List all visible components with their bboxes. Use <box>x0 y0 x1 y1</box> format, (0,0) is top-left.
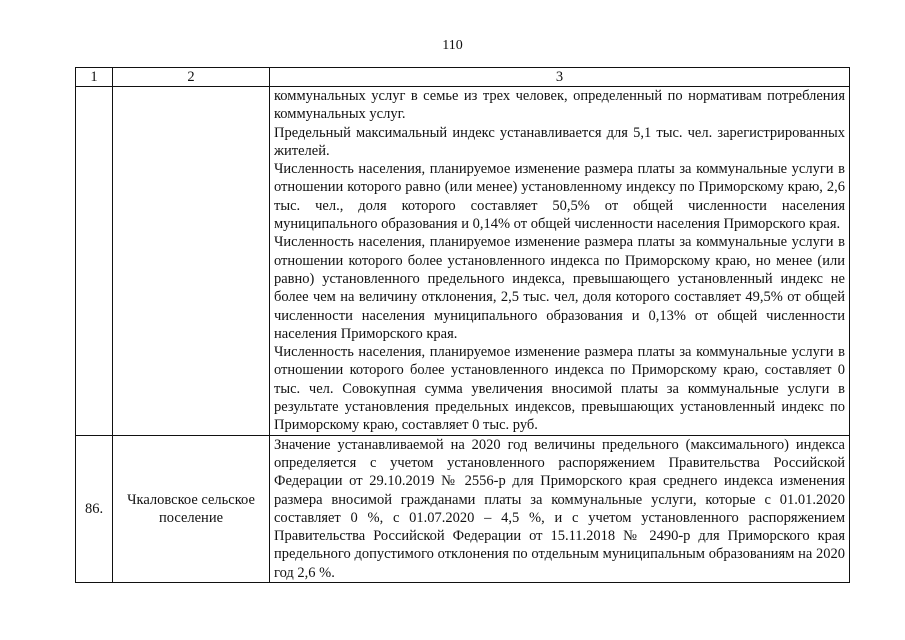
row-number: 86. <box>76 435 113 582</box>
column-header-3: 3 <box>270 68 850 87</box>
paragraph: коммунальных услуг в семье из трех человек, определенный по нормативам потребления коммунальных услуг. <box>274 88 845 123</box>
row-text <box>270 87 850 436</box>
row-text <box>270 435 850 582</box>
table-header-row <box>76 68 850 87</box>
table-row <box>76 87 850 436</box>
paragraph: Численность населения, планируемое изменение размера платы за коммунальные услуги в отношении которого более установленного индекса по Приморскому краю, но менее (или равно) установленного предельного индекса, превышающего установленный индекс не более чем на величину отклонения, 2,5 тыс. чел, доля которого составляет 49,5% от общей численности населения муниципального образования и 0,13% от общей численности населения Приморского края. <box>274 234 845 342</box>
settlement-name: Чкаловское сельское поселение <box>113 435 270 582</box>
paragraph: Значение устанавливаемой на 2020 год величины предельного (максимального) индекса определяется с учетом установленного распоряжением Правительства Российской Федерации от 29.10.2019 № 2556-р для Приморского края среднего индекса изменения размера вносимой гражданами платы за коммунальные услуги, которые с 01.01.2020 составляет 0 %, с 01.07.2020 – 4,5 %, и с учетом установленного распоряжением Правительства Российской Федерации от 15.11.2018 № 2490-р для Приморского края предельного допустимого отклонения по отдельным муниципальным образованиям на 2020 год 2,6 %. <box>274 436 845 581</box>
column-header-1: 1 <box>76 68 113 87</box>
paragraph: Численность населения, планируемое изменение размера платы за коммунальные услуги в отношении которого равно (или менее) установленному индексу по Приморскому краю, 2,6 тыс. чел., доля которого составляет 50,5% от общей численности населения муниципального образования и 0,14% от общей численности населения Приморского края. <box>274 161 845 233</box>
table-row <box>76 435 850 582</box>
document-table <box>75 67 850 583</box>
row-number <box>76 87 113 436</box>
paragraph: Численность населения, планируемое изменение размера платы за коммунальные услуги в отношении которого более установленного индекса по Приморскому краю, составляет 0 тыс. чел. Совокупная сумма увеличения вносимой платы за коммунальные услуги в результате установления предельных индексов, превышающих установленный индекс по Приморскому краю, составляет 0 тыс. руб. <box>274 344 845 434</box>
column-header-2: 2 <box>113 68 270 87</box>
paragraph: Предельный максимальный индекс устанавливается для 5,1 тыс. чел. зарегистрированных жителей. <box>274 124 845 159</box>
page-number: 110 <box>442 38 463 53</box>
settlement-name <box>113 87 270 436</box>
